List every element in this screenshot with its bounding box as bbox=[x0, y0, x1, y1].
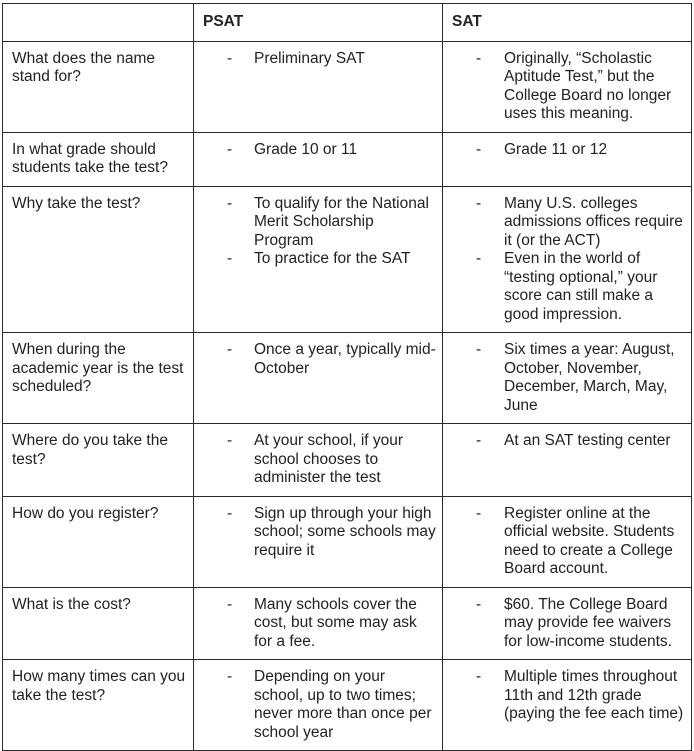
list-item bbox=[452, 50, 685, 124]
question-cell: What does the name stand for? bbox=[3, 41, 194, 132]
question-cell: In what grade should students take the test? bbox=[3, 132, 194, 186]
psat-cell bbox=[194, 587, 443, 660]
bullet-dash: - bbox=[227, 595, 233, 613]
bullet-dash: - bbox=[476, 504, 482, 522]
list-item bbox=[452, 195, 685, 251]
psat-cell bbox=[194, 424, 443, 497]
psat-answer: Sign up through your high school; some schools may require it bbox=[254, 504, 436, 559]
table-row bbox=[3, 660, 692, 751]
table-row bbox=[3, 333, 692, 424]
bullet-dash: - bbox=[227, 504, 233, 522]
bullet-dash: - bbox=[476, 194, 482, 212]
bullet-dash: - bbox=[227, 250, 233, 267]
table-row bbox=[3, 587, 692, 660]
psat-cell bbox=[194, 186, 443, 333]
list-item bbox=[452, 668, 685, 724]
psat-cell bbox=[194, 132, 443, 186]
table-row bbox=[3, 132, 692, 186]
comparison-table bbox=[2, 3, 692, 751]
list-item bbox=[452, 596, 685, 652]
bullet-dash: - bbox=[476, 140, 482, 158]
table-row bbox=[3, 496, 692, 587]
list-item bbox=[452, 432, 685, 451]
sat-cell bbox=[443, 333, 692, 424]
list-item bbox=[203, 141, 436, 160]
psat-cell bbox=[194, 333, 443, 424]
list-item bbox=[203, 341, 436, 378]
sat-answer: Multiple times throughout 11th and 12th grade (paying the fee each time) bbox=[504, 668, 684, 722]
bullet-dash: - bbox=[227, 194, 233, 212]
sat-cell bbox=[443, 496, 692, 587]
table-row bbox=[3, 186, 692, 333]
bullet-dash: - bbox=[476, 250, 482, 267]
psat-answer: Depending on your school, up to two times; never more than once per school year bbox=[254, 668, 432, 741]
bullet-dash: - bbox=[476, 432, 482, 449]
question-cell: What is the cost? bbox=[3, 587, 194, 660]
sat-answer: At an SAT testing center bbox=[504, 432, 671, 449]
psat-answer: At your school, if your school chooses to administer the test bbox=[254, 432, 404, 486]
question-cell: How do you register? bbox=[3, 496, 194, 587]
bullet-dash: - bbox=[227, 140, 233, 158]
psat-answer: Preliminary SAT bbox=[254, 49, 365, 67]
sat-cell bbox=[443, 587, 692, 660]
bullet-dash: - bbox=[476, 595, 482, 613]
sat-cell bbox=[443, 132, 692, 186]
sat-answer: Grade 11 or 12 bbox=[504, 140, 608, 158]
question-cell: Where do you take the test? bbox=[3, 424, 194, 497]
question-cell: How many times can you take the test? bbox=[3, 660, 194, 751]
list-item bbox=[452, 141, 685, 160]
sat-answer: $60. The College Board may provide fee waivers for low-income students. bbox=[504, 595, 672, 650]
psat-answer: To qualify for the National Merit Scholarship Program bbox=[254, 194, 429, 249]
psat-cell bbox=[194, 496, 443, 587]
psat-answer: Many schools cover the cost, but some may ask for a fee. bbox=[254, 595, 417, 650]
sat-answer: Originally, “Scholastic Aptitude Test,” but the College Board no longer uses this meaning. bbox=[504, 49, 672, 122]
sat-cell bbox=[443, 424, 692, 497]
question-cell: When during the academic year is the test scheduled? bbox=[3, 333, 194, 424]
bullet-dash: - bbox=[227, 432, 233, 449]
bullet-dash: - bbox=[476, 49, 482, 67]
bullet-dash: - bbox=[227, 668, 233, 685]
list-item bbox=[203, 596, 436, 652]
header-sat: SAT bbox=[443, 4, 692, 42]
list-item bbox=[203, 195, 436, 251]
list-item bbox=[452, 341, 685, 415]
psat-cell bbox=[194, 660, 443, 751]
header-row bbox=[3, 4, 692, 42]
header-psat: PSAT bbox=[194, 4, 443, 42]
bullet-dash: - bbox=[476, 668, 482, 685]
sat-answer: Many U.S. colleges admissions offices require it (or the ACT) bbox=[504, 194, 683, 249]
sat-cell bbox=[443, 660, 692, 751]
sat-cell bbox=[443, 41, 692, 132]
sat-cell bbox=[443, 186, 692, 333]
psat-answer: To practice for the SAT bbox=[254, 250, 411, 267]
bullet-dash: - bbox=[476, 341, 482, 358]
psat-cell bbox=[194, 41, 443, 132]
list-item bbox=[203, 432, 436, 488]
sat-answer: Six times a year: August, October, November, December, March, May, June bbox=[504, 341, 675, 414]
table-row bbox=[3, 41, 692, 132]
list-item bbox=[203, 505, 436, 561]
list-item bbox=[203, 250, 436, 269]
psat-answer: Once a year, typically mid-October bbox=[254, 341, 436, 377]
bullet-dash: - bbox=[227, 49, 233, 67]
list-item bbox=[452, 505, 685, 579]
psat-answer: Grade 10 or 11 bbox=[254, 140, 358, 158]
bullet-dash: - bbox=[227, 341, 233, 358]
question-cell: Why take the test? bbox=[3, 186, 194, 333]
header-empty-cell bbox=[3, 4, 194, 42]
list-item bbox=[203, 668, 436, 742]
sat-answer: Register online at the official website. Students need to create a College Board account. bbox=[504, 504, 675, 577]
sat-answer: Even in the world of “testing optional,” your score can still make a good impression. bbox=[504, 250, 658, 323]
list-item bbox=[452, 250, 685, 324]
table-row bbox=[3, 424, 692, 497]
list-item bbox=[203, 50, 436, 69]
